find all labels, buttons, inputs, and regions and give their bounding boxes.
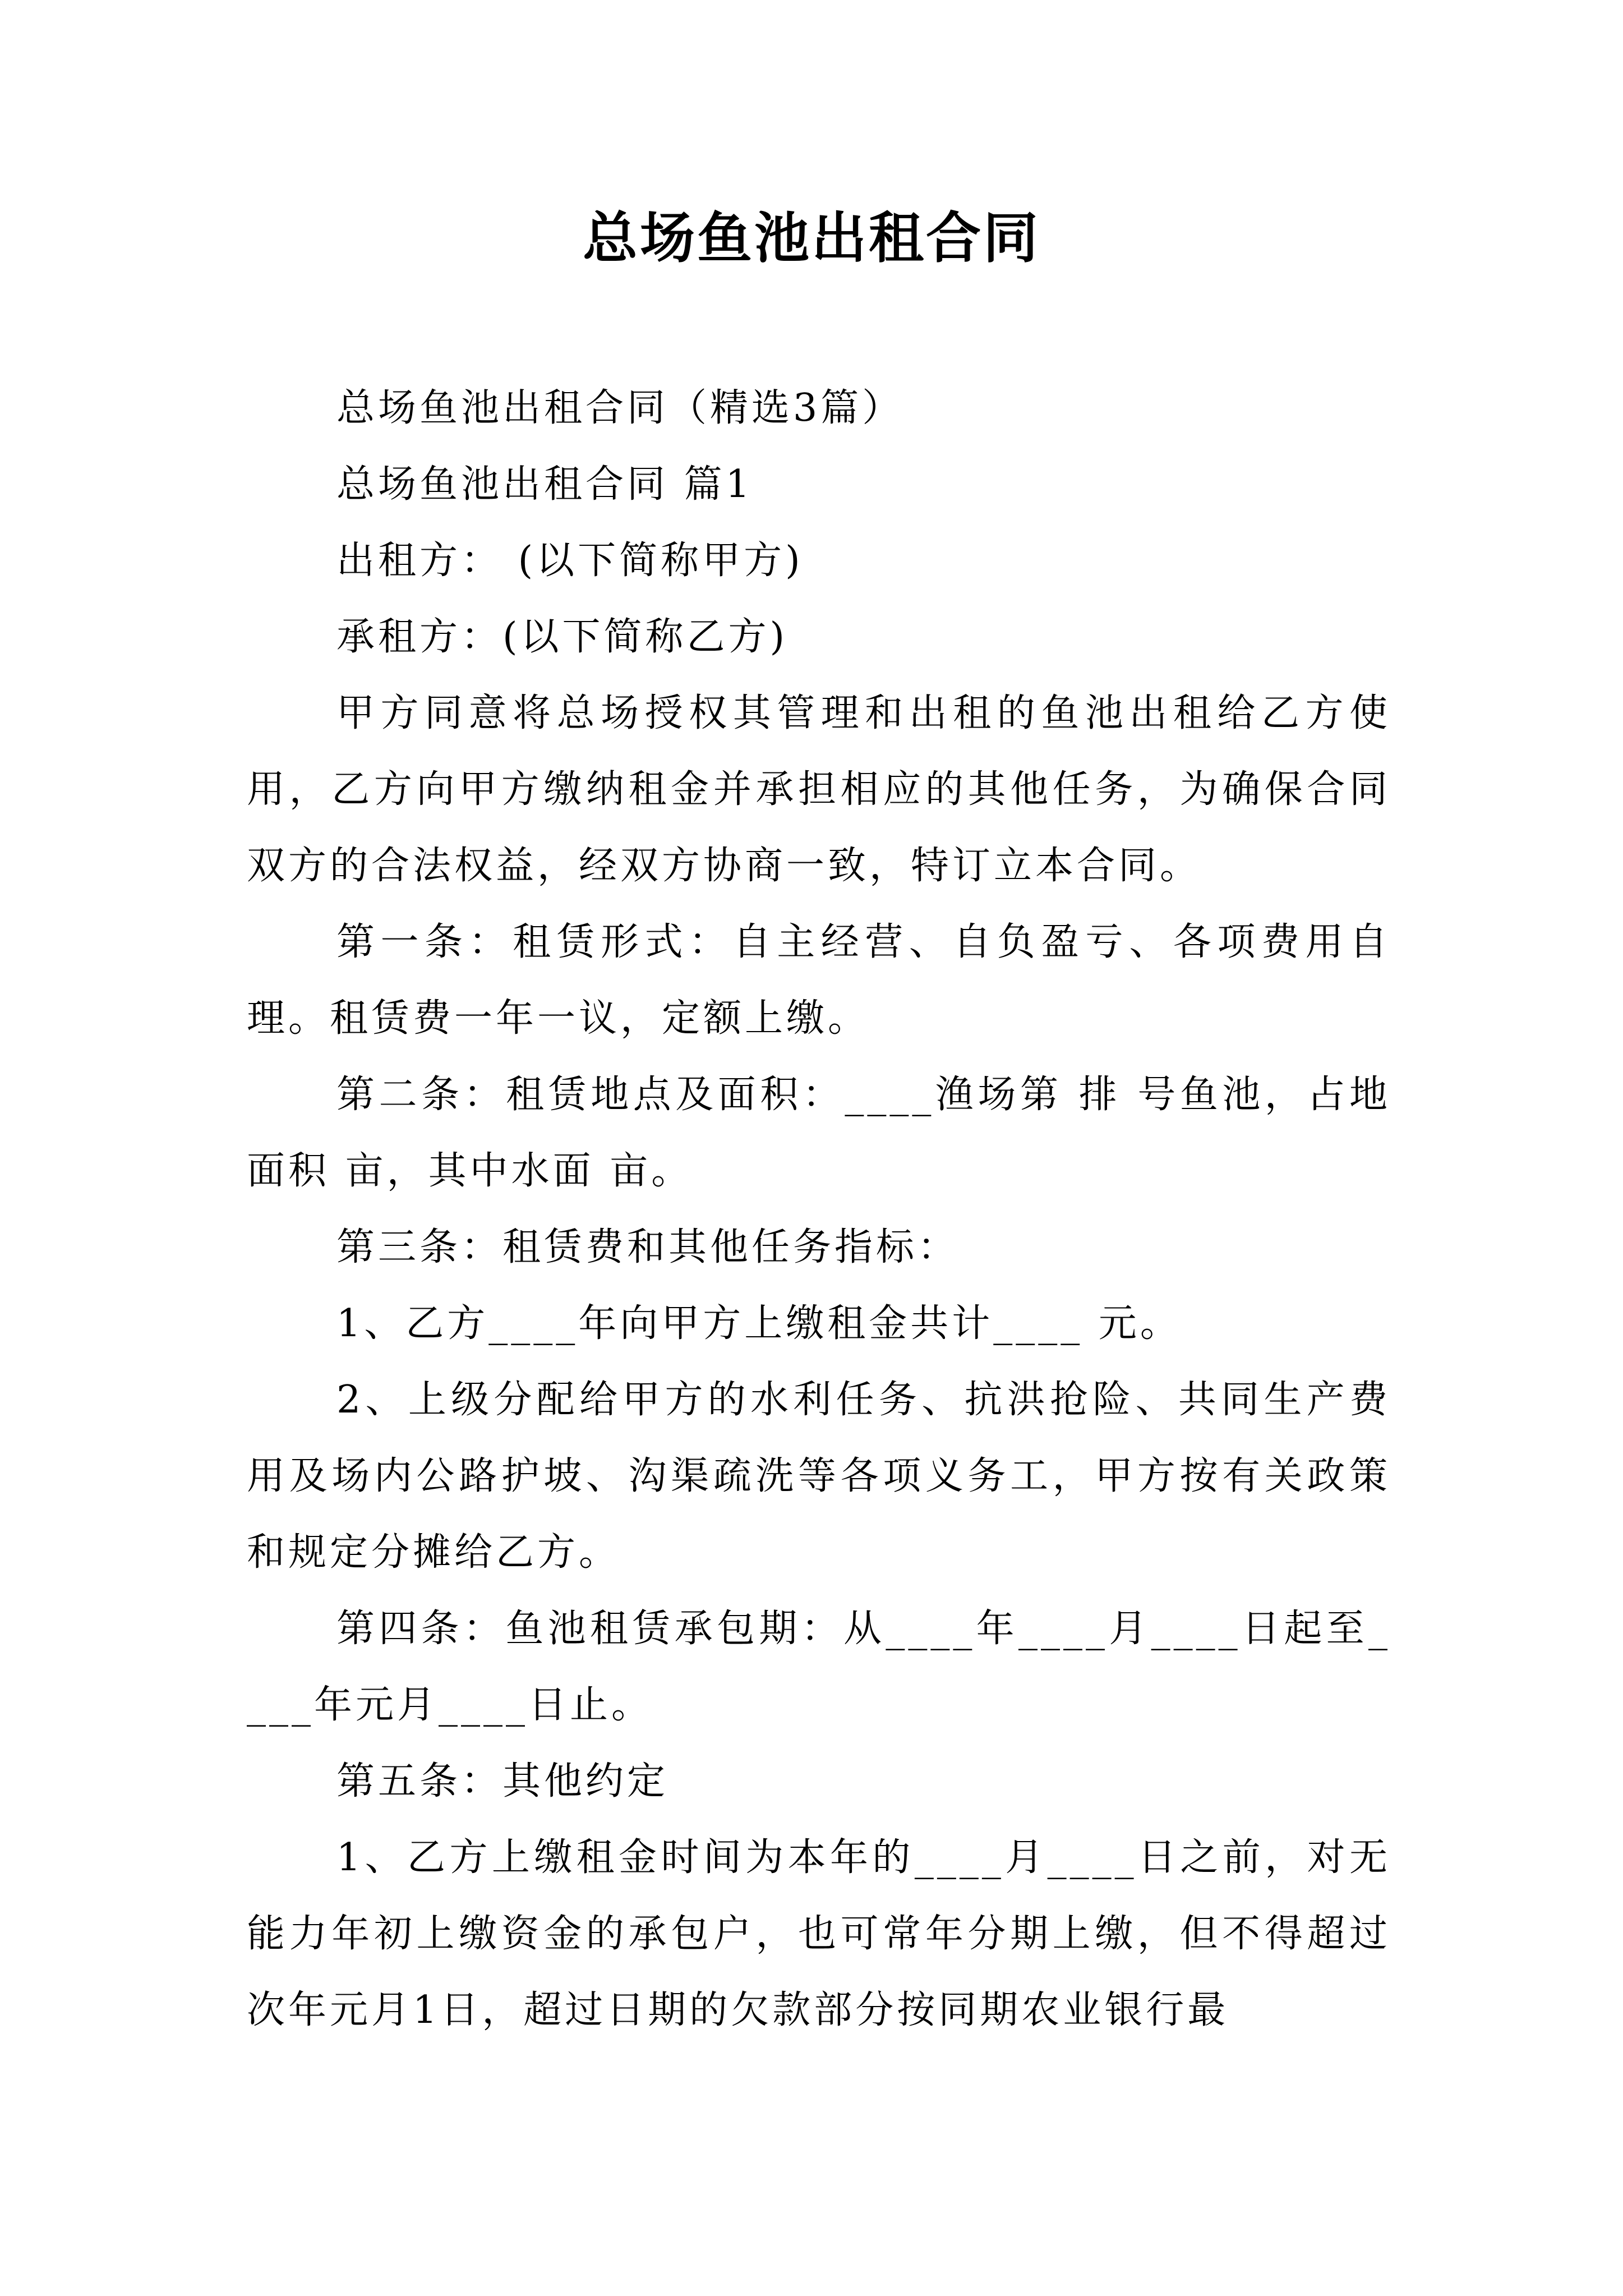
paragraph-article-3-item-2: 2、上级分配给甲方的水利任务、抗洪抢险、共同生产费用及场内公路护坡、沟渠疏洗等各项义务工，甲方按有关政策和规定分摊给乙方。 bbox=[247, 1378, 1391, 1575]
document-title: 总场鱼池出租合同 bbox=[582, 206, 1040, 270]
paragraph-lessor: 出租方： (以下简称甲方) bbox=[336, 539, 804, 583]
paragraph-subtitle: 总场鱼池出租合同（精选3篇） bbox=[336, 386, 904, 430]
paragraph-article-3: 第三条：租赁费和其他任务指标： bbox=[336, 1225, 960, 1269]
document-body bbox=[247, 370, 1391, 2049]
paragraph-article-3-item-1: 1、乙方____年向甲方上缴租金共计____ 元。 bbox=[336, 1301, 1182, 1346]
paragraph-preamble: 甲方同意将总场授权其管理和出租的鱼池出租给乙方使用，乙方向甲方缴纳租金并承担相应的其他任务，为确保合同双方的合法权益，经双方协商一致，特订立本合同。 bbox=[247, 691, 1391, 888]
paragraph-section-heading: 总场鱼池出租合同 篇1 bbox=[336, 462, 753, 507]
paragraph-article-4: 第四条：鱼池租赁承包期：从____年____月____日起至____年元月____日止。 bbox=[247, 1607, 1391, 1727]
paragraph-article-5-item-1: 1、乙方上缴租金时间为本年的____月____日之前，对无能力年初上缴资金的承包户，也可常年分期上缴，但不得超过次年元月1日，超过日期的欠款部分按同期农业银行最 bbox=[247, 1835, 1391, 2032]
paragraph-lessee: 承租方：(以下简称乙方) bbox=[336, 615, 789, 659]
paragraph-article-5: 第五条：其他约定 bbox=[336, 1759, 669, 1803]
paragraph-article-2: 第二条：租赁地点及面积：____渔场第 排 号鱼池，占地面积 亩，其中水面 亩。 bbox=[247, 1073, 1391, 1193]
paragraph-article-1: 第一条：租赁形式：自主经营、自负盈亏、各项费用自理。租赁费一年一议，定额上缴。 bbox=[247, 920, 1391, 1041]
